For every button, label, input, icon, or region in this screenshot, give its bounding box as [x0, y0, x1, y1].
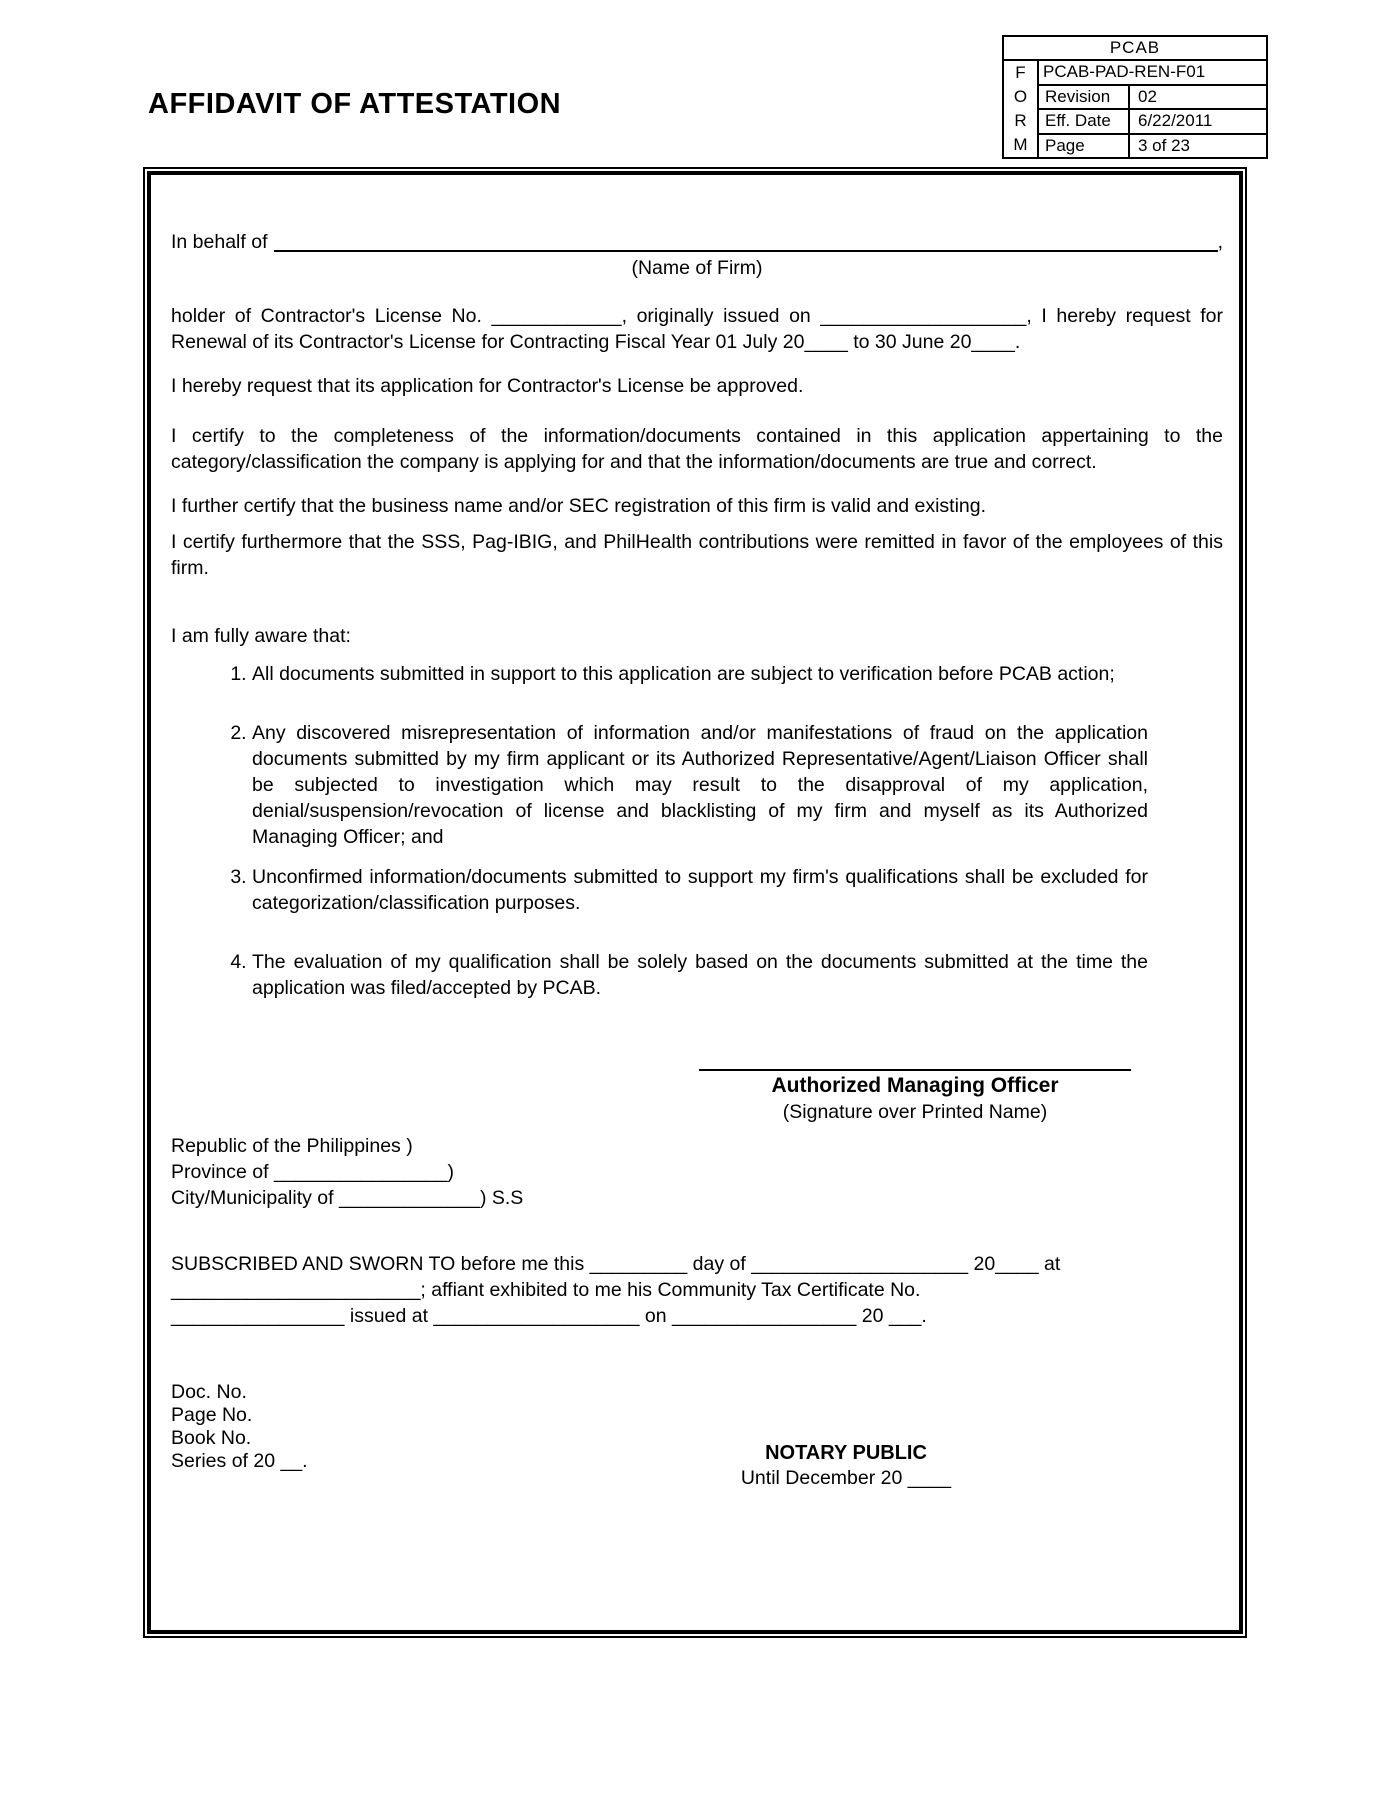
eff-date-label: Eff. Date	[1038, 109, 1129, 134]
signature-line	[699, 1069, 1131, 1071]
affidavit-content	[147, 171, 1243, 1634]
page-label: Page	[1038, 134, 1129, 159]
eff-date-value: 6/22/2011	[1129, 109, 1267, 134]
jurat-block	[171, 1251, 1223, 1329]
jurat-line-3: ________________ issued at ___________________ on _________________ 20 ___.	[171, 1305, 927, 1327]
book-no-label: Book No.	[171, 1427, 252, 1449]
aware-item-2: 2. Any discovered misrepresentation of information and/or manifestations of fraud on the application documents submitted by my firm applicant or its Authorized Representative/Agent/Liaison Officer shall be subjected to investigation which may result to the disapproval of my application, denial/suspension/revocation of license and blacklisting of my firm and myself as its Authorized Managing Officer; and	[252, 720, 1148, 850]
page-no-label: Page No.	[171, 1404, 253, 1426]
form-code-row	[1003, 60, 1267, 85]
form-letter: R	[1014, 111, 1027, 130]
form-vertical-label	[1003, 60, 1038, 158]
form-page-row	[1003, 134, 1267, 159]
venue-block	[171, 1133, 1223, 1211]
jurat-line-2: _______________________; affiant exhibited to me his Community Tax Certificate No.	[171, 1279, 921, 1301]
venue-province: Province of ________________)	[171, 1161, 454, 1183]
aware-list	[171, 661, 1148, 1001]
form-org-label: PCAB	[1003, 36, 1267, 60]
form-letter: O	[1013, 87, 1028, 106]
form-header-table	[1002, 35, 1268, 159]
form-code: PCAB-PAD-REN-F01	[1038, 60, 1267, 85]
certify-completeness-paragraph: I certify to the completeness of the information/documents contained in this application appertaining to the category/classification the company is applying for and that the information/documents are true and correct.	[171, 425, 1223, 473]
form-letter: M	[1013, 135, 1028, 154]
in-behalf-line	[171, 229, 1223, 255]
jurat-line-1: SUBSCRIBED AND SWORN TO before me this _________ day of ____________________ 20____ at	[171, 1253, 1061, 1275]
signature-title: Authorized Managing Officer	[771, 1074, 1059, 1097]
notarial-block	[171, 1381, 1223, 1489]
certify-business-name-paragraph: I further certify that the business name and/or SEC registration of this firm is valid and existing.	[171, 495, 987, 517]
venue-republic: Republic of the Philippines )	[171, 1135, 413, 1157]
in-behalf-comma: ,	[1217, 231, 1223, 253]
signature-block	[699, 1069, 1131, 1125]
form-effdate-row	[1003, 109, 1267, 134]
name-of-firm-caption: (Name of Firm)	[631, 257, 763, 279]
certify-contributions-paragraph: I certify furthermore that the SSS, Pag-IBIG, and PhilHealth contributions were remitted in favor of the employees of this firm.	[171, 531, 1223, 579]
notary-until-line: Until December 20 ____	[740, 1467, 952, 1489]
venue-city: City/Municipality of _____________) S.S	[171, 1187, 524, 1209]
revision-value: 02	[1129, 85, 1267, 110]
notary-public-block	[671, 1441, 1021, 1491]
firm-name-blank	[274, 234, 1218, 252]
revision-label: Revision	[1038, 85, 1129, 110]
page-title: AFFIDAVIT OF ATTESTATION	[148, 88, 562, 120]
in-behalf-label: In behalf of	[171, 231, 268, 253]
holder-paragraph: holder of Contractor's License No. ____________, originally issued on ___________________, I hereby request for Renewal of its Contractor's License for Contracting Fiscal Year 01 July 20____ to 30 June 20____.	[171, 305, 1223, 353]
aware-item-1: 1. All documents submitted in support to this application are subject to verification before PCAB action;	[252, 661, 1148, 687]
aware-intro: I am fully aware that:	[171, 625, 351, 647]
aware-item-4: 4. The evaluation of my qualification shall be solely based on the documents submitted at the time the application was filed/accepted by PCAB.	[252, 949, 1148, 1001]
form-revision-row	[1003, 85, 1267, 110]
series-label: Series of 20 __.	[171, 1450, 308, 1472]
signature-caption: (Signature over Printed Name)	[782, 1101, 1048, 1123]
doc-no-label: Doc. No.	[171, 1381, 247, 1403]
notary-public-title: NOTARY PUBLIC	[765, 1442, 927, 1464]
form-letter: F	[1015, 63, 1026, 82]
affidavit-box	[143, 167, 1247, 1638]
request-approval-paragraph: I hereby request that its application for Contractor's License be approved.	[171, 375, 804, 397]
form-org-row	[1003, 36, 1267, 60]
aware-item-3: 3. Unconfirmed information/documents submitted to support my firm's qualifications shall be excluded for categorization/classification purposes.	[252, 864, 1148, 916]
page-value: 3 of 23	[1129, 134, 1267, 159]
